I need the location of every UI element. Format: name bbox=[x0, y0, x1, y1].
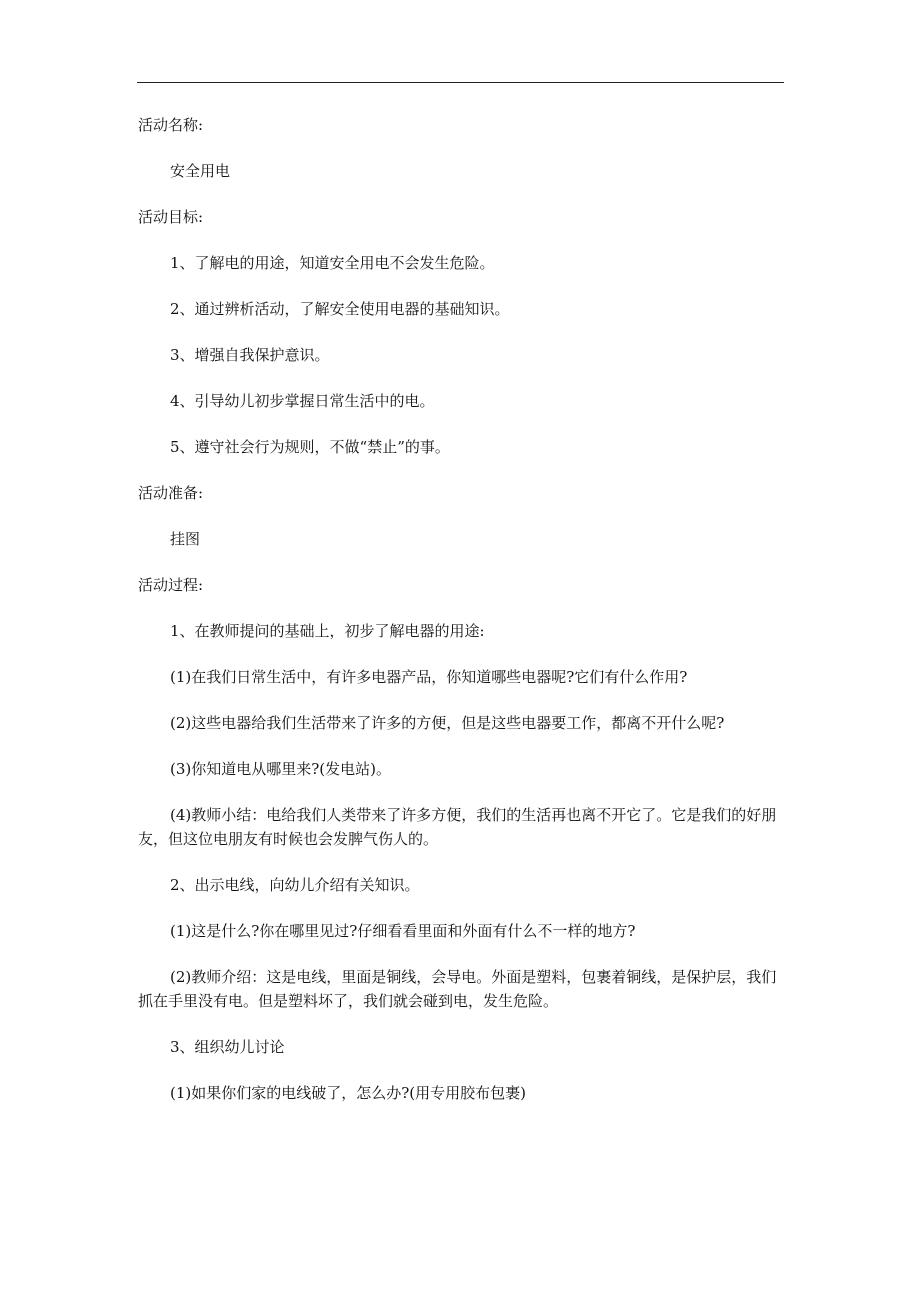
goal-item: 1、了解电的用途，知道安全用电不会发生危险。 bbox=[170, 254, 495, 272]
process-step: 2、出示电线，向幼儿介绍有关知识。 bbox=[170, 876, 420, 894]
process-step: 3、组织幼儿讨论 bbox=[170, 1038, 285, 1056]
goal-item: 2、通过辨析活动，了解安全使用电器的基础知识。 bbox=[170, 300, 510, 318]
process-label: 活动过程: bbox=[138, 576, 204, 594]
prep-item: 挂图 bbox=[170, 530, 201, 548]
process-substep: (4)教师小结：电给我们人类带来了许多方便，我们的生活再也离不开它了。它是我们的好朋友，但这位电朋友有时候也会发脾气伤人的。 bbox=[138, 806, 777, 848]
header-rule bbox=[137, 82, 784, 83]
process-substep: (1)如果你们家的电线破了，怎么办?(用专用胶布包裹) bbox=[170, 1084, 526, 1102]
process-substep: (2)教师介绍：这是电线，里面是铜线，会导电。外面是塑料，包裹着铜线，是保护层，我们抓在手里没有电。但是塑料坏了，我们就会碰到电，发生危险。 bbox=[138, 968, 777, 1010]
process-substep: (1)在我们日常生活中，有许多电器产品，你知道哪些电器呢?它们有什么作用? bbox=[170, 668, 688, 686]
process-step: 1、在教师提问的基础上，初步了解电器的用途: bbox=[170, 622, 485, 640]
goals-label: 活动目标: bbox=[138, 208, 204, 226]
activity-name: 安全用电 bbox=[170, 162, 231, 180]
goal-item: 3、增强自我保护意识。 bbox=[170, 346, 330, 364]
activity-name-label: 活动名称: bbox=[138, 116, 204, 134]
prep-label: 活动准备: bbox=[138, 484, 204, 502]
process-substep: (3)你知道电从哪里来?(发电站)。 bbox=[170, 760, 391, 778]
process-substep: (2)这些电器给我们生活带来了许多的方便，但是这些电器要工作，都离不开什么呢? bbox=[170, 714, 725, 732]
process-substep: (1)这是什么?你在哪里见过?仔细看看里面和外面有什么不一样的地方? bbox=[170, 922, 636, 940]
goal-item: 5、遵守社会行为规则，不做“禁止”的事。 bbox=[170, 438, 450, 456]
goal-item: 4、引导幼儿初步掌握日常生活中的电。 bbox=[170, 392, 435, 410]
document-body bbox=[138, 113, 786, 1127]
